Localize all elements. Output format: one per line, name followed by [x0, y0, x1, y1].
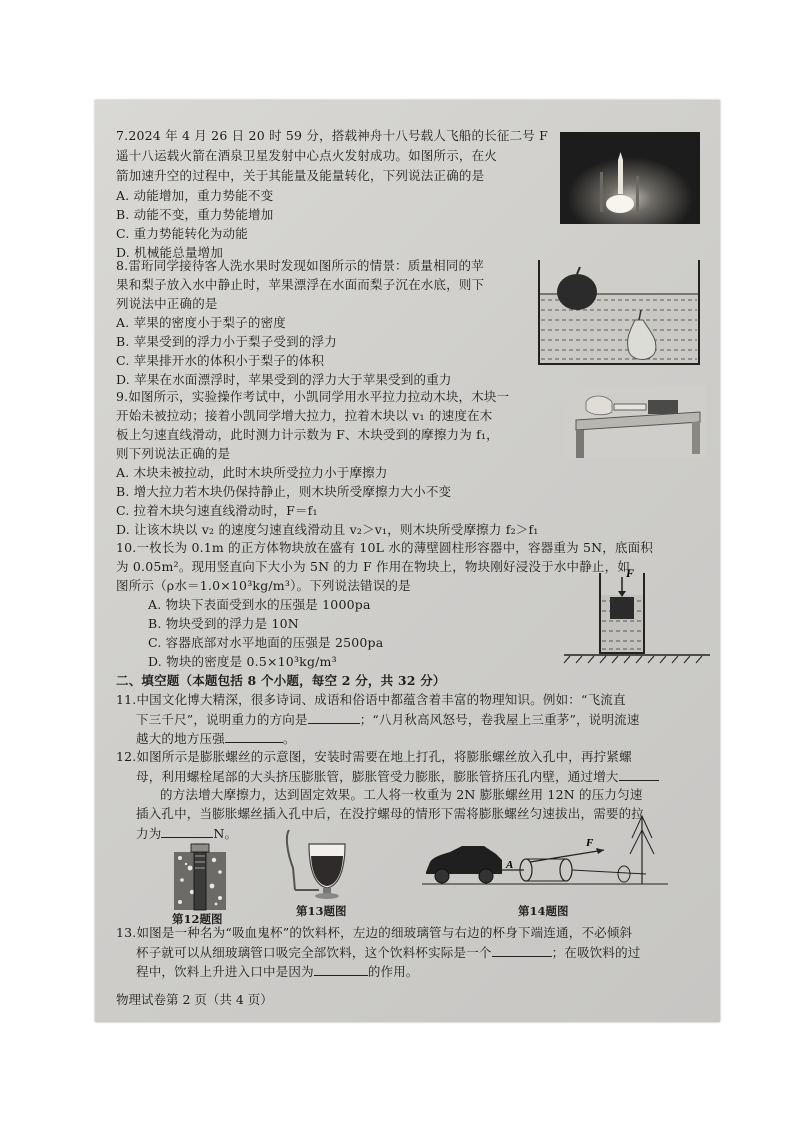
q8-stem-line2: 果和梨子放入水中静止时，苹果漂浮在水面而梨子沉在水底，则下 [116, 277, 485, 292]
q13-stem-line1: 13.如图是一种名为“吸血鬼杯”的饮料杯，左边的细玻璃管与右边的杯身下端连通，不必倾斜 [116, 925, 633, 940]
q12-stem-line1: 12.如图所示是膨胀螺丝的示意图，安装时需要在地上打孔，将膨胀螺丝放入孔中，再拧紧螺 [116, 749, 632, 764]
q11-text-3b: 。 [282, 731, 296, 746]
q11-text-3a: 越大的地方压强 [136, 731, 225, 746]
caption-q12: 第12题图 [172, 912, 223, 926]
q7-option-b: B. 动能不变，重力势能增加 [116, 207, 274, 222]
force-label: F [626, 566, 635, 580]
car-icon [426, 846, 502, 874]
q12-stem-line5 [136, 825, 237, 842]
wood-block-icon [648, 400, 678, 414]
q13-text-3a: 程中，饮料上升进入口中是因为 [136, 964, 314, 979]
q9-stem-line3: 板上匀速直线滑动，此时测力计示数为 F、木块受到的摩擦力为 f₁， [116, 427, 499, 442]
q11-text-2a: 下三千尺”，说明重力的方向是 [136, 712, 308, 727]
q7-stem-line3: 箭加速升空的过程中，关于其能量及能量转化，下列说法正确的是 [116, 168, 485, 183]
spring-scale-icon [614, 404, 646, 410]
q9-option-c: C. 拉着木块匀速直线滑动时，F＝f₁ [116, 503, 318, 518]
q9-stem-line4: 则下列说法正确的是 [116, 446, 231, 461]
q7-option-d: D. 机械能总量增加 [116, 245, 224, 260]
q7-stem-line1: 7.2024 年 4 月 26 日 20 时 59 分，搭载神舟十八号载人飞船的长征二号 F [116, 128, 549, 143]
hand-icon [586, 396, 612, 415]
q7-option-a: A. 动能增加，重力势能不变 [116, 188, 274, 203]
q7-stem-line2: 遥十八运载火箭在酒泉卫星发射中心点火发射成功。如图所示，在火 [116, 148, 498, 163]
q11-stem-line3 [136, 730, 296, 747]
q11-blank-2[interactable] [225, 730, 283, 743]
q10-stem-line2: 为 0.05m²。现用竖直向下大小为 5N 的力 F 作用在物块上，物块刚好浸没于水中静止，如 [116, 559, 631, 574]
q13-text-2b: ；在吸饮料的过 [551, 945, 641, 960]
q10-stem-line3: 图所示（ρ水＝1.0×10³kg/m³）。下列说法错误的是 [116, 578, 411, 593]
q13-stem-line2 [136, 944, 641, 961]
label-a: A [506, 859, 514, 871]
q8-option-a: A. 苹果的密度小于梨子的密度 [116, 315, 286, 330]
q9-option-a: A. 木块未被拉动，此时木块所受拉力小于摩擦力 [116, 465, 388, 480]
q10-option-a: A. 物块下表面受到水的压强是 1000pa [148, 597, 371, 612]
q9-option-b: B. 增大拉力若木块仍保持静止，则木块所受摩擦力大小不变 [116, 484, 452, 499]
page-footer: 物理试卷第 2 页（共 4 页） [116, 992, 273, 1007]
section-heading-fill-blank: 二、填空题（本题包括 8 个小题，每空 2 分，共 32 分） [116, 673, 446, 688]
q13-blank-2[interactable] [314, 963, 368, 976]
caption-q13: 第13题图 [296, 904, 347, 918]
q12-stem-line2 [136, 768, 659, 785]
q13-text-3b: 的作用。 [367, 964, 419, 979]
q11-blank-1[interactable] [308, 711, 360, 724]
expansion-bolt-figure [170, 842, 230, 912]
q12-text-2: 母，利用螺栓尾部的大头挤压膨胀管，膨胀管受力膨胀，膨胀管挤压孔内壁，通过增大 [136, 769, 619, 784]
q9-option-d: D. 让该木块以 v₂ 的速度匀速直线滑动且 v₂＞v₁，则木块所受摩擦力 f₂＞f₁ [116, 522, 539, 537]
q12-blank-2[interactable] [161, 825, 213, 838]
q9-stem-line1: 9.如图所示，实验操作考试中，小凯同学用水平拉力拉动木块，木块一 [116, 389, 510, 404]
force-arrow-f [530, 850, 604, 862]
caption-q14: 第14题图 [518, 904, 569, 918]
q10-stem-line1: 10.一枚长为 0.1m 的正方体物块放在盛有 10L 水的薄壁圆柱形容器中，容器重为 5N，底面积 [116, 540, 654, 555]
q8-stem-line1: 8.雷珩同学接待客人洗水果时发现如图所示的情景：质量相同的苹 [116, 258, 484, 273]
q11-stem-line1: 11.中国文化博大精深，很多诗词、成语和俗语中都蕴含着丰富的物理知识。例如：“飞流直 [116, 692, 626, 707]
q8-option-c: C. 苹果排开水的体积小于梨子的体积 [116, 353, 325, 368]
q8-option-b: B. 苹果受到的浮力小于梨子受到的浮力 [116, 334, 337, 349]
q11-stem-line2 [136, 711, 640, 728]
q12-text-5a: 力为 [136, 826, 162, 841]
q12-stem-line3: 的方法增大摩擦力，达到固定效果。工人将一枚重为 2N 膨胀螺丝用 12N 的压力匀速 [160, 787, 643, 802]
q13-blank-1[interactable] [492, 944, 552, 957]
wood-block-pull-photo [566, 386, 706, 458]
q7-option-c: C. 重力势能转化为动能 [116, 226, 248, 241]
q8-stem-line3: 列说法中正确的是 [116, 296, 218, 311]
q12-text-5b: N。 [213, 826, 238, 841]
cube-block-icon [610, 597, 634, 619]
car-pull-figure [420, 812, 670, 904]
q13-text-2a: 杯子就可以从细玻璃管口吸完全部饮料，这个饮料杯实际是一个 [136, 945, 492, 960]
vampire-cup-figure [283, 822, 358, 902]
apple-icon [557, 274, 597, 310]
q10-option-c: C. 容器底部对水平地面的压强是 2500pa [148, 635, 384, 650]
q12-blank-1[interactable] [619, 768, 659, 781]
q10-option-d: D. 物块的密度是 0.5×10³kg/m³ [148, 654, 337, 669]
q9-stem-line2: 开始未被拉动；接着小凯同学增大拉力，拉着木块以 v₁ 的速度在木 [116, 408, 493, 423]
q13-stem-line3 [136, 963, 419, 980]
q11-text-2b: ；“八月秋高风怒号，卷我屋上三重茅”，说明流速 [359, 712, 640, 727]
label-f: F [586, 837, 594, 849]
pulley-icon [560, 859, 572, 881]
apple-pear-water-figure [537, 258, 702, 368]
q8-option-d: D. 苹果在水面漂浮时，苹果受到的浮力大于苹果受到的重力 [116, 372, 452, 387]
q12-stem-line4: 插入孔中，当膨胀螺丝插入孔中后，在没拧螺母的情形下需将膨胀螺丝匀速拔出，需要的拉 [136, 806, 645, 821]
block-in-container-figure [562, 565, 712, 665]
rocket-launch-photo [560, 132, 700, 224]
q10-option-b: B. 物块受到的浮力是 10N [148, 616, 299, 631]
